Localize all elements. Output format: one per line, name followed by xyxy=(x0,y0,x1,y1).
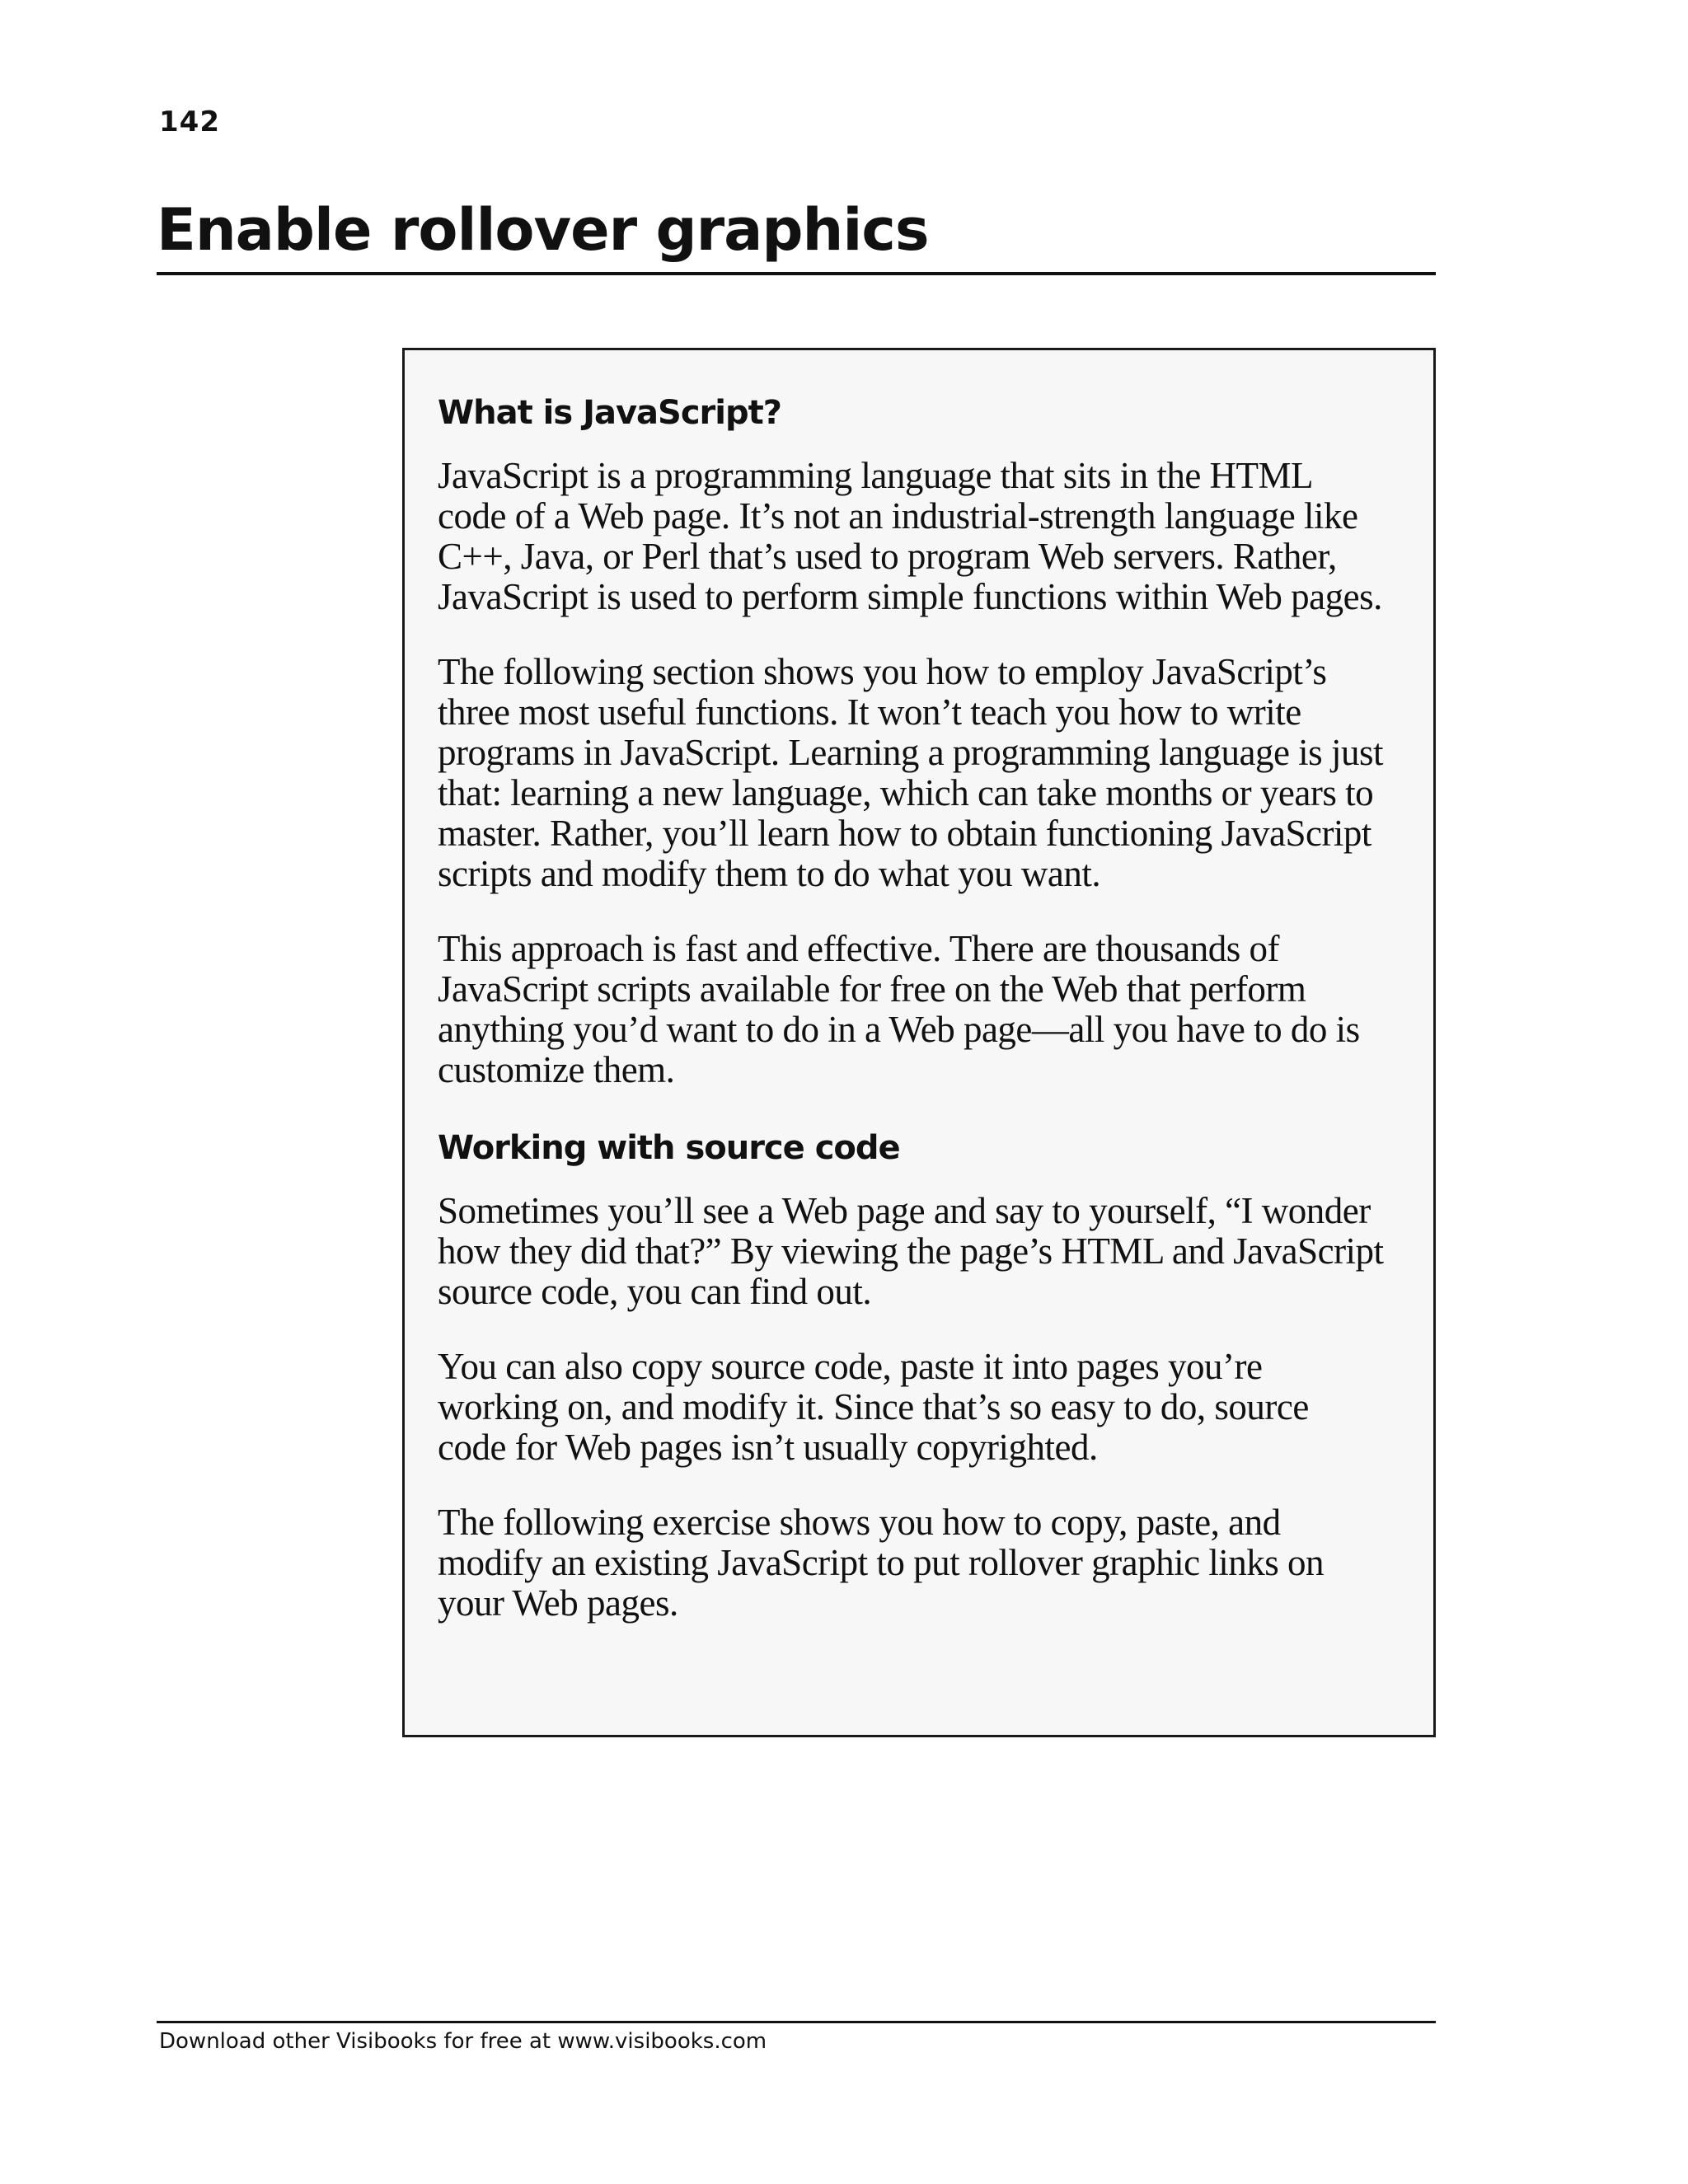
sidebar-heading-source-code: Working with source code xyxy=(438,1129,900,1167)
title-rule xyxy=(157,272,1436,275)
footer-rule xyxy=(157,2021,1436,2023)
sidebar-paragraph-2: The following section shows you how to employ JavaScript’s three most useful functions. It won’t teach you how to write programs in JavaScript. Learning a programming language is just that: learning a new language, which can take months or years to master. Rather, you’ll learn how to obtain functioning JavaScript scripts and modify them to do what you want. xyxy=(438,651,1383,894)
sidebar-paragraph-4: Sometimes you’ll see a Web page and say to yourself, “I wonder how they did that?” By viewing the page’s HTML and JavaScript source code, you can find out. xyxy=(438,1190,1384,1312)
sidebar-paragraph-1: JavaScript is a programming language that sits in the HTML code of a Web page. It’s not an industrial-strength language like C++, Java, or Perl that’s used to program Web servers. Rather, JavaScript is used to perform simple functions within Web pages. xyxy=(438,455,1382,617)
footer-text: Download other Visibooks for free at www.visibooks.com xyxy=(159,2029,767,2054)
sidebar-paragraph-5: You can also copy source code, paste it into pages you’re working on, and modify it. Since that’s so easy to do, source code for Web pages isn’t usually copyrighted. xyxy=(438,1346,1309,1468)
sidebar-heading-what-is-javascript: What is JavaScript? xyxy=(438,394,781,432)
page-number: 142 xyxy=(159,105,220,138)
sidebar-box xyxy=(402,348,1436,1737)
sidebar-paragraph-3: This approach is fast and effective. There are thousands of JavaScript scripts available for free on the Web that perform anything you’d want to do in a Web page—all you have to do is customize them. xyxy=(438,928,1360,1090)
sidebar-paragraph-6: The following exercise shows you how to copy, paste, and modify an existing JavaScript to put rollover graphic links on your Web pages. xyxy=(438,1502,1325,1624)
page-title: Enable rollover graphics xyxy=(157,196,929,264)
